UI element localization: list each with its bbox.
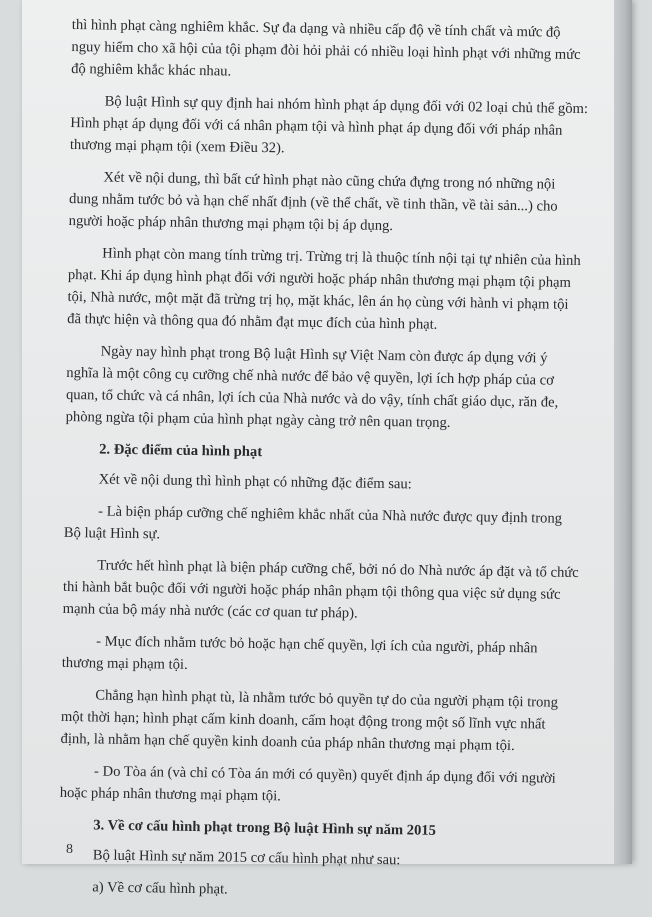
text-line: - Mục đích nhằm tước bỏ hoặc hạn chế quyền, lợi ích của người, pháp nhân: [96, 633, 538, 657]
text-line: quan, tổ chức và cá nhân, lợi ích của Nhà nước và do vậy, tính chất giáo dục, răn đe,: [65, 386, 559, 411]
paragraph: [64, 500, 645, 553]
text-line: phòng ngừa tội phạm của hình phạt ngày càng trở nên quan trọng.: [65, 408, 451, 431]
paragraph: [60, 760, 641, 813]
text-line: a) Về cơ cấu hình phạt.: [92, 879, 228, 898]
paragraph: [60, 684, 641, 759]
paragraph: [62, 630, 643, 683]
paragraph: [71, 14, 652, 89]
text-line: thì hình phạt càng nghiêm khắc. Sự đa dạng và nhiều cấp độ về tính chất và mức độ: [71, 16, 561, 41]
text-line: Ngày nay hình phạt trong Bộ luật Hình sự Việt Nam còn được áp dụng với ý: [100, 343, 548, 367]
book-page: [22, 0, 632, 898]
text-line: Bộ luật Hình sự.: [63, 524, 161, 543]
section-heading: 2. Đặc điểm của hình phạt: [99, 441, 263, 461]
text-line: dung nhằm tước bỏ và hạn chế nhất định (về thể chất, về tinh thần, về tài sản...) cho: [68, 190, 558, 215]
text-line: Bộ luật Hình sự năm 2015 cơ cấu hình phạt như sau:: [92, 847, 401, 869]
text-line: Xét về nội dung, thì bất cứ hình phạt nào cũng chứa đựng trong nó những nội: [103, 169, 556, 193]
text-line: tội, Nhà nước, một mặt đã trừng trị họ, mặt khác, lên án họ cùng với hành vi phạm tội: [67, 288, 569, 313]
paragraph: [70, 90, 651, 165]
text-line: Hình phạt còn mang tính trừng trị. Trừng trị là thuộc tính nội tại tự nhiên của hình: [102, 245, 581, 270]
paragraph: [62, 554, 643, 629]
text-line: - Là biện pháp cưỡng chế nghiêm khắc nhất của Nhà nước được quy định trong: [98, 503, 563, 527]
text-line: Hình phạt áp dụng đối với cá nhân phạm tội và hình phạt áp dụng đối với pháp nhân: [70, 114, 563, 139]
paragraph: [58, 876, 638, 907]
text-line: mạnh của bộ máy nhà nước (các cơ quan tư pháp).: [62, 600, 358, 622]
paragraph: [59, 844, 639, 875]
text-line: thi hành bắt buộc đối với người hoặc pháp nhân phạm tội thông qua việc sử dụng sức: [62, 578, 561, 603]
text-line: Chẳng hạn hình phạt tù, là nhằm tước bỏ quyền tự do của người phạm tội trong: [95, 687, 559, 711]
paragraph: [69, 166, 650, 241]
section-heading: 3. Về cơ cấu hình phạt trong Bộ luật Hình sự năm 2015: [93, 817, 437, 839]
text-line: hoặc pháp nhân thương mại phạm tội.: [59, 784, 281, 805]
text-line: - Do Tòa án (và chỉ có Tòa án mới có quyền) quyết định áp dụng đối với người: [93, 763, 556, 787]
text-line: nghĩa là một công cụ cưỡng chế nhà nước để bảo vệ quyền, lợi ích hợp pháp của cơ: [66, 364, 555, 389]
page-edge: [614, 0, 632, 864]
text-line: độ nghiêm khắc khác nhau.: [71, 60, 232, 80]
text-line: định, là nhằm hạn chế quyền kinh doanh của pháp nhân thương mại phạm tội.: [60, 730, 515, 755]
text-line: đã thực hiện và thông qua đó nhằm đạt mục đích của hình phạt.: [67, 310, 438, 333]
page-text: [58, 14, 652, 917]
text-line: Xét về nội dung thì hình phạt có những đặc điểm sau:: [98, 471, 412, 493]
paragraph: [65, 340, 646, 437]
paragraph: [67, 242, 648, 339]
text-line: Trước hết hình phạt là biện pháp cưỡng chế, bởi nó do Nhà nước áp đặt và tổ chức: [97, 557, 579, 582]
paragraph: [65, 468, 645, 499]
text-line: người hoặc pháp nhân thương mại phạm tội bị áp dụng.: [68, 212, 394, 235]
text-line: Bộ luật Hình sự quy định hai nhóm hình phạt áp dụng đối với 02 loại chủ thể gồm:: [104, 93, 589, 118]
text-line: thương mại phạm tội (xem Điều 32).: [69, 136, 285, 157]
text-line: nguy hiểm cho xã hội của tội phạm đòi hỏi phải có nhiều loại hình phạt với những mức: [71, 38, 581, 63]
page-number: 8: [66, 842, 73, 857]
text-line: phạt. Khi áp dụng hình phạt đối với người hoặc pháp nhân thương mại phạm tội phạm: [67, 266, 572, 291]
text-line: một thời hạn; hình phạt cấm kinh doanh, cấm hoạt động trong một số lĩnh vực nhất: [60, 708, 546, 733]
text-line: thương mại phạm tội.: [61, 654, 188, 673]
